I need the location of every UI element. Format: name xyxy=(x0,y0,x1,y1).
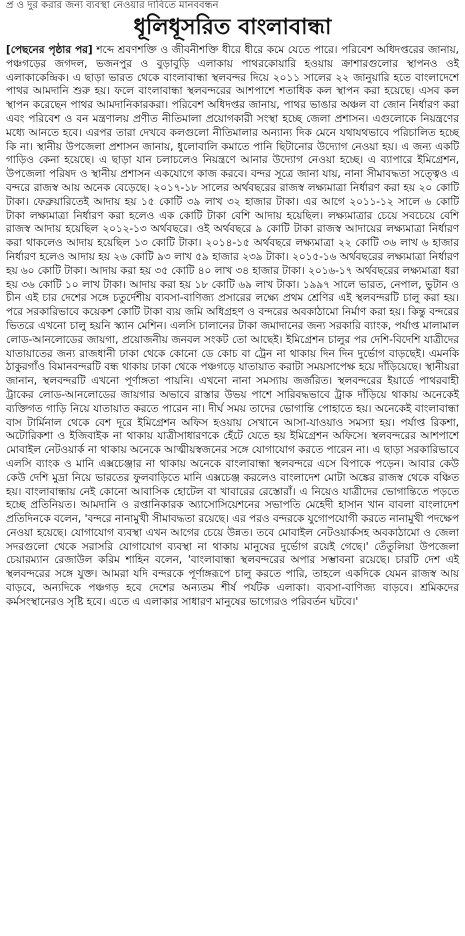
article-text: শব্দে শ্রবণশক্তি ও জীবনীশক্তি ধীরে ধীরে কমে যেতে পারে। পরিবেশ অধিদপ্তরের জানায়, পঞ্চগড়ের জগদল, ভজনপুর ও বুড়াবুড়ি এলাকায় পাথরকোয়ারি হওয়ায় ক্রাশারগুলোর স্থাপনও ওই এলাকাকেন্দ্রিক। এ ছাড়া ভারত থেকে বাংলাবান্ধা স্থলবন্দর দিয়ে ২০১১ সালের ২২ জানুয়ারি হতে বাংলাদেশে পাথর আমদানি শুরু হয়। ফলে বাংলাবান্ধা স্থলবন্দরের আশপাশে শতাধিক কল স্থাপন করা হয়েছে। এসব কল স্থাপন করেছেন পাথর আমদানিকারকরা। পরিবেশ অধিদপ্তর জানায়, পাথর ভাঙার অঞ্চল বা জোন নির্ধারণ করা এবং পরিবেশ ও বন মন্ত্রণালয় প্রণীত নীতিমালা প্রয়োগকারী সংস্থা হচ্ছে জেলা প্রশাসন। এগুলোকে নিয়ন্ত্রণের মধ্যে আনতে হবে। এরপর তারা দেখবে কলগুলো নীতিমালার অন্যান্য দিক মেনে যথাযথভাবে পরিচালিত হচ্ছে কি না। স্থানীয় উপজেলা প্রশাসন জানায়, ধুলোবালি কমাতে পানি ছিটানোর উদ্যোগ নেওয়া হয়। এ জন্য একটি গাড়িও কেনা হয়েছে। এ ছাড়া যান চলাচলেও নিয়ন্ত্রণে আনার উদ্যোগ নেওয়া হচ্ছে। এ ব্যাপারে ইমিগ্রেশন, উপজেলা পরিষদ ও স্থানীয় প্রশাসন একযোগে কাজ করবে। বন্দর সূত্রে জানা যায়, নানা সীমাবদ্ধতা সত্ত্বেও এ বন্দরে রাজস্ব আয় অনেক বেড়েছে। ২০১৭-১৮ সালের অর্থবছরের রাজস্ব লক্ষ্যমাত্রা নির্ধারণ করা হয় ২০ কোটি টাকা। ফেব্রুয়ারিতেই আদায় হয় ১৫ কোটি ৩৯ লাখ ৩২ হাজার টাকা। এর আগে ২০১১-১২ সালে ৬ কোটি টাকা লক্ষ্যমাত্রা নির্ধারণ করা হলেও এক কোটি টাকা বেশি আদায় হয়েছিল। লক্ষ্যমাত্রার চেয়ে সবচেয়ে বেশি রাজস্ব আদায় হয়েছিল ২০১২-১৩ অর্থবছরে। ওই অর্থবছরে ৯ কোটি টাকা রাজস্ব আদায়ের লক্ষ্যমাত্রা নির্ধারণ করা থাকলেও আদায় হয়েছিল ১৩ কোটি টাকা। ২০১৪-১৫ অর্থবছরে লক্ষ্যমাত্রা ২২ কোটি ৩৬ লাখ ৬ হাজার নির্ধারণ হলেও আদায় হয় ২৬ কোটি ৯৩ লাখ ৫৯ হাজার ২৩৯ টাকা। ২০১৫-১৬ অর্থবছরের লক্ষ্যমাত্রা নির্ধারণ হয় ৬০ কোটি টাকা। আদায় করা হয় ৩৫ কোটি ৪০ লাখ ৩৪ হাজার টাকা। ২০১৬-১৭ অর্থবছরের লক্ষ্যমাত্রা ধরা হয় ৩৬ কোটি ১০ লাখ টাকা। আদায় করা হয় ১৮ কোটি ৬৯ লাখ টাকা। ১৯৯৭ সালে ভারত, নেপাল, ভুটান ও চীন এই চার দেশের সঙ্গে চতুর্দেশীয় ব্যবসা-বাণিজ্য প্রসারের লক্ষ্যে প্রথম শ্রেণির এই স্থলবন্দরটি চালু করা হয়। পরে সরকারিভাবে কয়েকশ কোটি টাকা ব্যয় জমি অধিগ্রহণ ও বন্দরের অবকাঠামো নির্মাণ করা হয়। কিন্তু বন্দরের ভিতরে এখনো চালু হয়নি স্ক্যান মেশিন। এলসি চালানের টাকা জমাদানের জন্য সরকারি ব্যাংক, পর্যাপ্ত মালামাল লোড-আনলোডের জায়গা, প্রয়োজনীয় জনবল সংকট তো আছেই। ইমিগ্রেশন চালুর পর দেশি-বিদেশি যাত্রীদের যাতায়াতের জন্য রাজধানী ঢাকা থেকে কোনো ডে কোচ বা ট্রেন না থাকায় দিন দিন দুর্ভোগ বাড়ছেই। এমনকি ঠাকুরগাঁও বিমানবন্দরটি বন্ধ থাকায় ঢাকা থেকে পঞ্চগড়ে যাতায়াত করাটা সময়সাপেক্ষ হয়ে দাঁড়িয়েছে। স্থানীয়রা জানান, স্থলবন্দরটি এখনো পূর্ণাঙ্গতা পায়নি। এখনো নানা সমস্যায় জর্জরিত। স্থলবন্দরের ইয়ার্ডে পাথরবাহী ট্রাকের লোড-আনলোডের জায়গার অভাবে রাস্তার উভয় পাশে সারিবদ্ধভাবে ট্রাক দাঁড়িয়ে থাকায় অনেকেই ব্যক্তিগত গাড়ি নিয়ে যাতায়াত করতে পারেন না। দীর্ঘ সময় তাদের ভোগান্তি পোহাতে হয়। অনেকেই বাংলাবান্ধা বাস টার্মিনাল থেকে বেশ দূরে ইমিগ্রেশন অফিস হওয়ায় সেখানে আসা-যাওয়াও সমস্যা হয়। পর্যাপ্ত রিকশা, অটোরিকশা ও ইজিবাইক না থাকায় যাত্রীসাধারণকে হেঁটে যেতে হয় ইমিগ্রেশন অফিসে। স্থলবন্দরের আশপাশে মোবাইল নেটওয়ার্ক না থাকায় অনেকে আত্মীয়স্বজনের সঙ্গে যোগাযোগ করতে পারেন না। এ ছাড়া সরকারিভাবে এলসি ব্যাংক ও মানি এক্সচেঞ্জার না থাকায় অনেকে বাংলাবান্ধা স্থলবন্দরে এসে বিপাকে পড়েন। আবার কেউ কেউ দেশি মুদ্রা নিয়ে ভারতের ফুলবাড়িতে মানি এক্সচেঞ্জ করলেও বাংলাদেশ মোটা অঙ্কের রাজস্ব থেকে বঞ্চিত হয়। বাংলাবান্ধায় নেই কোনো আবাসিক হোটেল বা খাবারের রেস্তোরাঁ। এ নিয়েও যাত্রীদের ভোগান্তিতে পড়তে হচ্ছে প্রতিনিয়ত। আমদানি ও রপ্তানিকারক অ্যাসোসিয়েশনের সভাপতি মেহেদী হাসান খান বাবলা বাংলাদেশ প্রতিদিনকে বলেন, 'বন্দরে নানামুখী সীমাবদ্ধতা রয়েছে। এর পরও বন্দরকে যুগোপযোগী করতে নানামুখী পদক্ষেপ নেওয়া হয়েছে। যোগাযোগ ব্যবস্থা এখন আগের চেয়ে উন্নত। তবে মোবাইল নেটওয়ার্কসহ অবকাঠামো ও জেলা সদরগুলো থেকে সরাসরি যোগাযোগ ব্যবস্থা না থাকায় মানুষের দুর্ভোগ রয়েই গেছে।' তেঁতুলিয়া উপজেলা চেয়ারম্যান রেজাউল করিম শাহিন বলেন, 'বাংলাবান্ধা স্থলবন্দরের অপার সম্ভাবনা রয়েছে। চারটি দেশ এই স্থলবন্দরের সঙ্গে যুক্ত। আমরা যদি বন্দরকে পূর্ণাঙ্গরূপে চালু করতে পারি, তাহলে একদিকে যেমন রাজস্ব আয় বাড়বে, অন্যদিকে পঞ্চগড় হবে দেশের অন্যতম শীর্ষ পর্যটক এলাকা। ব্যবসা-বাণিজ্য বাড়বে। শ্রমিকদের কর্মসংস্থানেরও সৃষ্টি হবে। এতে এ এলাকার সাধারণ মানুষের ভাগ্যেরও পরিবর্তন ঘটবে।' xyxy=(6,44,459,608)
article-paragraph xyxy=(6,44,459,610)
article-body xyxy=(6,44,459,610)
headline: ধূলিধূসরিত বাংলাবান্ধা xyxy=(133,14,332,40)
continued-label: [পেছনের পৃষ্ঠার পর] xyxy=(6,44,93,56)
previous-article-clip: প্র ও দুর করার জন্য ব্যবস্থা নেওয়ার দাবিতে মানববন্ধন xyxy=(6,0,219,11)
